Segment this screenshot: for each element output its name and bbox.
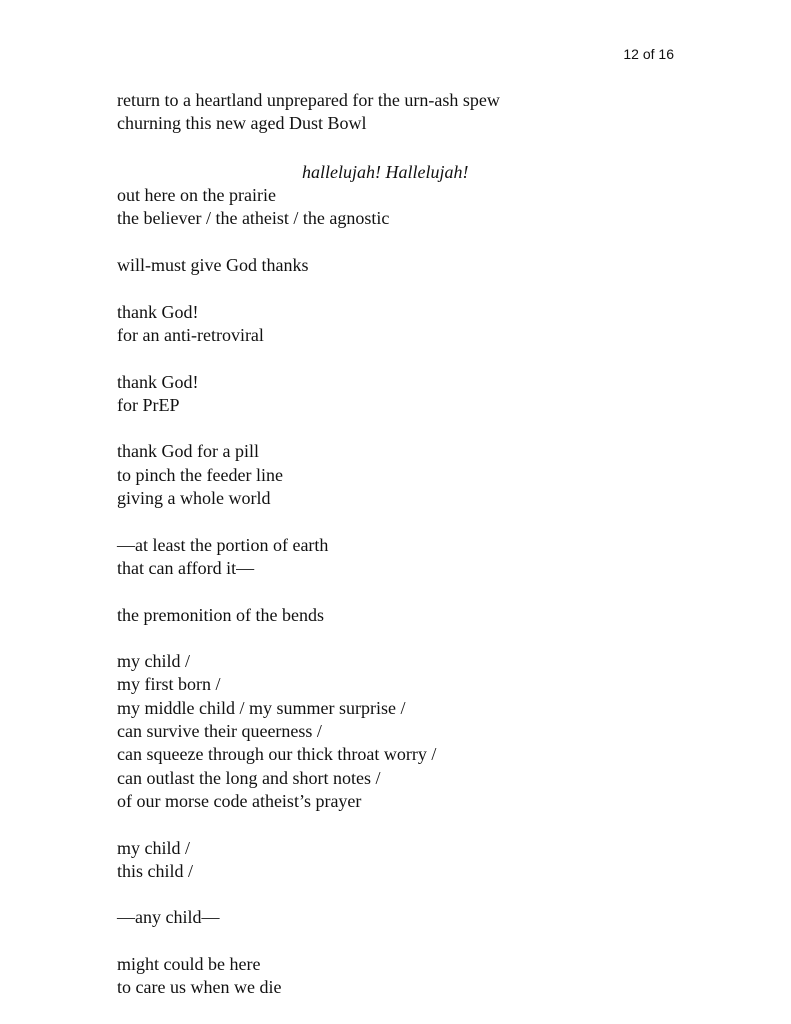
stanza-break xyxy=(117,580,717,603)
stanza-break xyxy=(117,813,717,836)
poem-body xyxy=(117,89,717,1000)
poem-line: thank God! xyxy=(117,371,199,392)
poem-line: thank God for a pill xyxy=(117,441,259,462)
stanza-break xyxy=(117,347,717,370)
poem-line: will-must give God thanks xyxy=(117,255,309,276)
stanza-break xyxy=(117,231,717,254)
poem-line: —at least the portion of earth xyxy=(117,534,329,555)
page-number: 12 of 16 xyxy=(623,46,674,62)
refrain-line: hallelujah! Hallelujah! xyxy=(302,161,469,182)
stanza-break xyxy=(117,930,717,953)
stanza-break xyxy=(117,883,717,906)
stanza-break xyxy=(117,136,717,159)
poem-line: giving a whole world xyxy=(117,488,271,509)
poem-line: to care us when we die xyxy=(117,977,282,998)
poem-line: the premonition of the bends xyxy=(117,604,324,625)
poem-line: for an anti-retroviral xyxy=(117,324,264,345)
poem-line: thank God! xyxy=(117,301,199,322)
poem-line: my middle child / my summer surprise / xyxy=(117,697,406,718)
poem-line: can outlast the long and short notes / xyxy=(117,767,381,788)
stanza-break xyxy=(117,627,717,650)
poem-line: this child / xyxy=(117,860,193,881)
poem-line: to pinch the feeder line xyxy=(117,464,283,485)
poem-line: can survive their queerness / xyxy=(117,721,322,742)
stanza-break xyxy=(117,277,717,300)
poem-line: —any child— xyxy=(117,907,220,928)
poem-line: return to a heartland unprepared for the urn-ash spew xyxy=(117,90,500,110)
poem-line: for PrEP xyxy=(117,394,180,415)
poem-line: out here on the prairie xyxy=(117,185,276,206)
poem-line: might could be here xyxy=(117,953,261,974)
stanza-break xyxy=(117,510,717,533)
poem-line: my first born / xyxy=(117,674,221,695)
poem-line: that can afford it— xyxy=(117,557,255,578)
poem-line: the believer / the atheist / the agnostic xyxy=(117,208,390,229)
poem-line: of our morse code atheist’s prayer xyxy=(117,790,362,811)
stanza-break xyxy=(117,417,717,440)
poem-line: my child / xyxy=(117,651,190,672)
poem-line: churning this new aged Dust Bowl xyxy=(117,113,367,134)
poem-line: can squeeze through our thick throat worry / xyxy=(117,744,437,765)
poem-line: my child / xyxy=(117,837,190,858)
